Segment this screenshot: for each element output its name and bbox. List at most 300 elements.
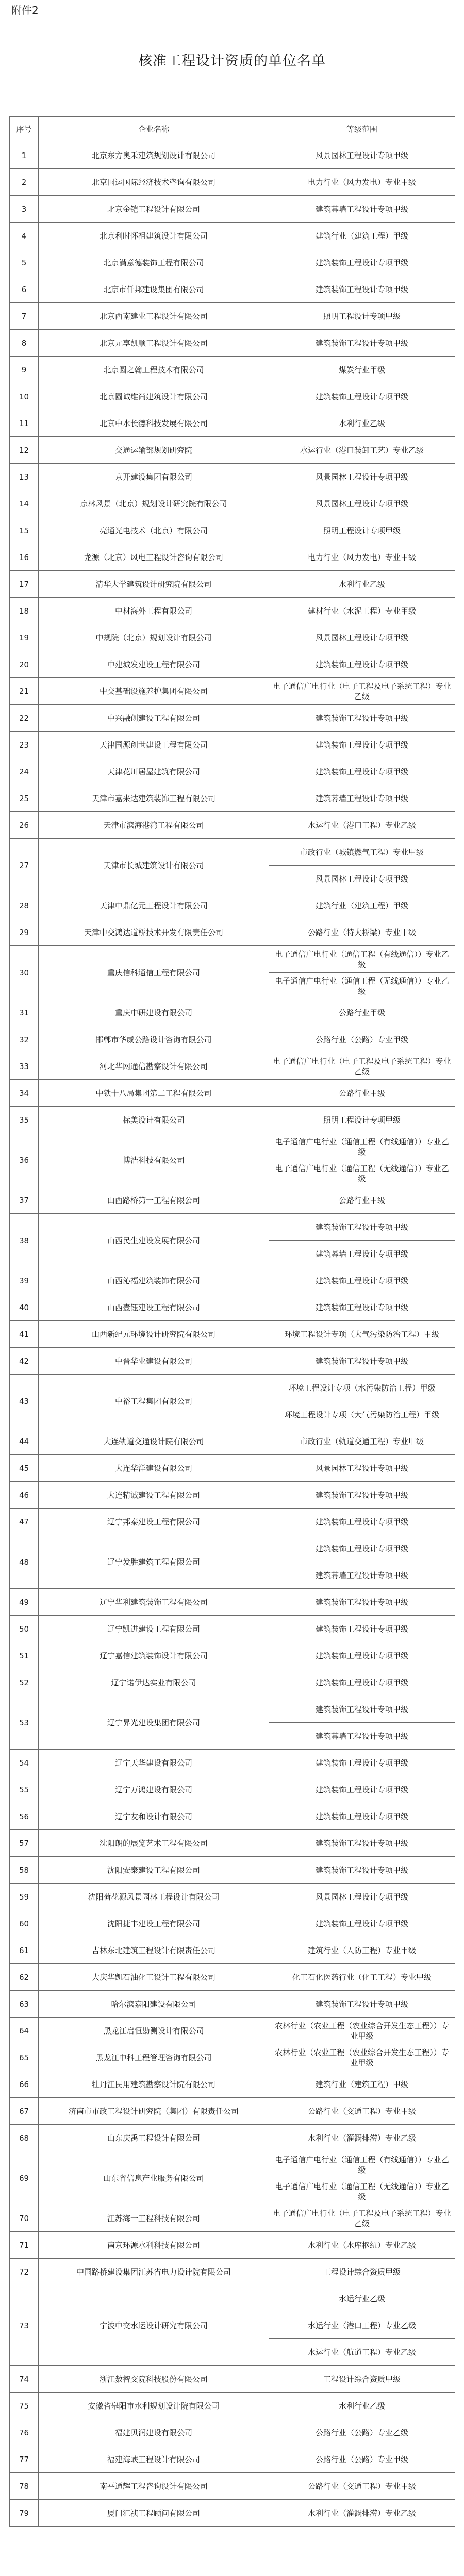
serial-number: 63: [10, 1991, 39, 2018]
qualification-scope: 建筑行业（建筑工程）甲级: [269, 223, 455, 249]
company-name: 辽宁华利建筑装饰工程有限公司: [39, 1589, 269, 1616]
table-row: [10, 705, 455, 732]
table-row: [10, 1267, 455, 1294]
company-name: 福建海峡工程设计有限公司: [39, 2446, 269, 2473]
qualification-scope: 水运行业乙级: [269, 2285, 455, 2312]
table-row: [10, 2259, 455, 2285]
table-row: [10, 196, 455, 223]
company-name: 北京利时怀祖建筑设计有限公司: [39, 223, 269, 249]
qualification-scope: 建筑装饰工程设计专项甲级: [269, 1991, 455, 2018]
table-row: [10, 330, 455, 357]
serial-number: 47: [10, 1509, 39, 1535]
company-name: 邯郸市华威公路设计咨询有限公司: [39, 1026, 269, 1053]
table-row: [10, 1884, 455, 1910]
table-row: [10, 1455, 455, 1482]
qualification-scope: 建筑装饰工程设计专项甲级: [269, 1696, 455, 1723]
qualification-scope: 水运行业（港口工程）专业乙级: [269, 2312, 455, 2339]
qualification-scope: 化工石化医药行业（化工工程）专业甲级: [269, 1964, 455, 1991]
qualification-scope: 风景园林工程设计专项甲级: [269, 1455, 455, 1482]
table-row: [10, 142, 455, 169]
qualification-scope: 建筑装饰工程设计专项甲级: [269, 1857, 455, 1884]
table-row: [10, 1991, 455, 2018]
company-name: 北京国运国际经济技术咨询有限公司: [39, 169, 269, 196]
serial-number: 73: [10, 2285, 39, 2366]
serial-number: 19: [10, 624, 39, 651]
company-name: 大连轨道交通设计院有限公司: [39, 1428, 269, 1455]
serial-number: 7: [10, 303, 39, 330]
table-row: [10, 946, 455, 973]
serial-number: 34: [10, 1080, 39, 1107]
company-name: 南平通辉工程咨询设计有限公司: [39, 2473, 269, 2500]
serial-number: 33: [10, 1053, 39, 1080]
serial-number: 79: [10, 2500, 39, 2527]
company-name: 天津国源创世建设工程有限公司: [39, 732, 269, 758]
company-name: 黑龙江中科工程管理咨询有限公司: [39, 2044, 269, 2071]
company-name: 重庆中研建设有限公司: [39, 999, 269, 1026]
table-row: [10, 2500, 455, 2527]
qualification-scope: 水利行业（灌溉排涝）专业乙级: [269, 2500, 455, 2527]
company-name: 宁波中交水运设计研究有限公司: [39, 2285, 269, 2366]
company-name: 中晋华业建设有限公司: [39, 1348, 269, 1375]
qualification-scope: 电子通信广电行业（通信工程（有线通信））专业乙级: [269, 1133, 455, 1160]
table-row: [10, 785, 455, 812]
qualification-scope: 建筑装饰工程设计专项甲级: [269, 1776, 455, 1803]
company-name: 交通运输部规划研究院: [39, 437, 269, 464]
serial-number: 51: [10, 1642, 39, 1669]
table-row: [10, 1294, 455, 1321]
serial-number: 37: [10, 1187, 39, 1214]
qualification-scope: 市政行业（城镇燃气工程）专业甲级: [269, 839, 455, 866]
table-row: [10, 1589, 455, 1616]
table-row: [10, 2151, 455, 2178]
qualification-scope: 公路行业（公路）专业乙级: [269, 2419, 455, 2446]
company-name: 辽宁诺伊达实业有限公司: [39, 1669, 269, 1696]
qualification-scope: 风景园林工程设计专项甲级: [269, 1884, 455, 1910]
serial-number: 5: [10, 249, 39, 276]
table-row: [10, 651, 455, 678]
qualification-scope: 环境工程设计专项（大气污染防治工程）甲级: [269, 1321, 455, 1348]
qualification-scope: 照明工程设计专项甲级: [269, 1107, 455, 1133]
company-name: 龙源（北京）风电工程设计咨询有限公司: [39, 544, 269, 571]
serial-number: 55: [10, 1776, 39, 1803]
company-name: 浙江数智交院科技股份有限公司: [39, 2366, 269, 2393]
qualification-scope: 工程设计综合资质甲级: [269, 2259, 455, 2285]
qualification-scope: 建材行业（水泥工程）专业甲级: [269, 598, 455, 624]
company-name: 济南市市政工程设计研究院（集团）有限责任公司: [39, 2098, 269, 2125]
serial-number: 78: [10, 2473, 39, 2500]
table-row: [10, 410, 455, 437]
qualification-scope: 建筑装饰工程设计专项甲级: [269, 1535, 455, 1562]
company-name: 安徽省皋阳市水利规划设计院有限公司: [39, 2393, 269, 2419]
table-row: [10, 2205, 455, 2232]
qualification-scope: 电子通信广电行业（通信工程（无线通信））专业乙级: [269, 2178, 455, 2205]
qualification-scope: 建筑装饰工程设计专项甲级: [269, 1669, 455, 1696]
qualification-scope: 电子通信广电行业（通信工程（无线通信））专业乙级: [269, 973, 455, 999]
qualification-scope: 农林行业（农业工程（农业综合开发生态工程））专业甲级: [269, 2018, 455, 2044]
qualification-scope: 建筑装饰工程设计专项甲级: [269, 1509, 455, 1535]
serial-number: 43: [10, 1375, 39, 1428]
serial-number: 40: [10, 1294, 39, 1321]
company-name: 亮通光电技术（北京）有限公司: [39, 517, 269, 544]
qualification-scope: 建筑幕墙工程设计专项甲级: [269, 1562, 455, 1589]
company-name: 中建城发建设工程有限公司: [39, 651, 269, 678]
table-row: [10, 357, 455, 383]
table-row: [10, 2446, 455, 2473]
qualification-scope: 公路行业（公路）专业甲级: [269, 1026, 455, 1053]
table-row: [10, 1482, 455, 1509]
table-row: [10, 1133, 455, 1160]
company-name: 京林风景（北京）规划设计研究院有限公司: [39, 490, 269, 517]
table-row: [10, 1642, 455, 1669]
qualification-scope: 水运行业（航道工程）专业乙级: [269, 2339, 455, 2366]
company-name: 北京元享凯顺工程设计有限公司: [39, 330, 269, 357]
qualification-scope: 建筑幕墙工程设计专项甲级: [269, 196, 455, 223]
serial-number: 41: [10, 1321, 39, 1348]
qualification-scope: 环境工程设计专项（水污染防治工程）甲级: [269, 1375, 455, 1401]
table-row: [10, 249, 455, 276]
table-row: [10, 2232, 455, 2259]
table-row: [10, 732, 455, 758]
company-name: 山东庆禹工程设计有限公司: [39, 2125, 269, 2151]
serial-number: 17: [10, 571, 39, 598]
serial-number: 30: [10, 946, 39, 999]
qualification-scope: 水利行业乙级: [269, 571, 455, 598]
qualification-scope: 水运行业（港口工程）专业乙级: [269, 812, 455, 839]
table-row: [10, 1750, 455, 1776]
company-name: 中铁十八局集团第二工程有限公司: [39, 1080, 269, 1107]
qualification-scope: 风景园林工程设计专项甲级: [269, 142, 455, 169]
company-name: 博浩科技有限公司: [39, 1133, 269, 1187]
qualification-scope: 风景园林工程设计专项甲级: [269, 624, 455, 651]
serial-number: 62: [10, 1964, 39, 1991]
table-row: [10, 571, 455, 598]
serial-number: 68: [10, 2125, 39, 2151]
serial-number: 64: [10, 2018, 39, 2044]
serial-number: 23: [10, 732, 39, 758]
company-name: 中国路桥建设集团江苏省电力设计院有限公司: [39, 2259, 269, 2285]
qualification-scope: 建筑装饰工程设计专项甲级: [269, 1482, 455, 1509]
company-name: 辽宁昇光建设集团有限公司: [39, 1696, 269, 1750]
serial-number: 14: [10, 490, 39, 517]
qualification-scope: 建筑行业（建筑工程）甲级: [269, 2071, 455, 2098]
qualification-table: [9, 116, 455, 2527]
table-row: [10, 1053, 455, 1080]
serial-number: 4: [10, 223, 39, 249]
table-row: [10, 544, 455, 571]
qualification-scope: 建筑装饰工程设计专项甲级: [269, 1616, 455, 1642]
company-name: 北京中水长德科技发展有限公司: [39, 410, 269, 437]
qualification-scope: 电子通信广电行业（电子工程及电子系统工程）专业乙级: [269, 1053, 455, 1080]
table-row: [10, 1509, 455, 1535]
table-row: [10, 2393, 455, 2419]
serial-number: 38: [10, 1214, 39, 1267]
company-name: 哈尔滨嘉阳建设有限公司: [39, 1991, 269, 2018]
qualification-scope: 公路行业甲级: [269, 1080, 455, 1107]
serial-number: 77: [10, 2446, 39, 2473]
company-name: 牡丹江民用建筑勘察设计院有限公司: [39, 2071, 269, 2098]
serial-number: 42: [10, 1348, 39, 1375]
serial-number: 45: [10, 1455, 39, 1482]
table-row: [10, 2366, 455, 2393]
table-row: [10, 1214, 455, 1241]
qualification-scope: 电子通信广电行业（电子工程及电子系统工程）专业乙级: [269, 678, 455, 705]
table-row: [10, 2473, 455, 2500]
table-row: [10, 1803, 455, 1830]
table-row: [10, 464, 455, 490]
qualification-scope: 公路行业甲级: [269, 999, 455, 1026]
qualification-scope: 电子通信广电行业（通信工程（有线通信））专业乙级: [269, 946, 455, 973]
qualification-scope: 建筑行业（人防工程）专业甲级: [269, 1937, 455, 1964]
serial-number: 26: [10, 812, 39, 839]
table-row: [10, 2018, 455, 2044]
table-row: [10, 919, 455, 946]
serial-number: 58: [10, 1857, 39, 1884]
qualification-scope: 建筑装饰工程设计专项甲级: [269, 1214, 455, 1241]
qualification-scope: 电力行业（风力发电）专业甲级: [269, 169, 455, 196]
serial-number: 76: [10, 2419, 39, 2446]
company-name: 北京圆诚维尚建筑设计有限公司: [39, 383, 269, 410]
company-name: 山西民生建设发展有限公司: [39, 1214, 269, 1267]
qualification-scope: 环境工程设计专项（大气污染防治工程）甲级: [269, 1401, 455, 1428]
table-row: [10, 2285, 455, 2312]
qualification-scope: 农林行业（农业工程（农业综合开发生态工程））专业甲级: [269, 2044, 455, 2071]
qualification-scope: 建筑幕墙工程设计专项甲级: [269, 1723, 455, 1750]
attachment-label: 附件2: [11, 4, 39, 16]
serial-number: 66: [10, 2071, 39, 2098]
serial-number: 11: [10, 410, 39, 437]
company-name: 山西壹钰建设工程有限公司: [39, 1294, 269, 1321]
serial-number: 10: [10, 383, 39, 410]
table-row: [10, 2044, 455, 2071]
serial-number: 59: [10, 1884, 39, 1910]
qualification-scope: 风景园林工程设计专项甲级: [269, 866, 455, 892]
company-name: 天津中交鸿达道桥技术开发有限责任公司: [39, 919, 269, 946]
qualification-scope: 建筑装饰工程设计专项甲级: [269, 1348, 455, 1375]
qualification-scope: 建筑装饰工程设计专项甲级: [269, 1910, 455, 1937]
company-name: 辽宁万鸿建设有限公司: [39, 1776, 269, 1803]
serial-number: 25: [10, 785, 39, 812]
serial-number: 54: [10, 1750, 39, 1776]
qualification-scope: 建筑装饰工程设计专项甲级: [269, 276, 455, 303]
company-name: 沈阳捷丰建设工程有限公司: [39, 1910, 269, 1937]
company-name: 厦门汇祯工程顾问有限公司: [39, 2500, 269, 2527]
serial-number: 57: [10, 1830, 39, 1857]
table-row: [10, 223, 455, 249]
company-name: 北京东方奥禾建筑规划设计有限公司: [39, 142, 269, 169]
qualification-scope: 市政行业（轨道交通工程）专业甲级: [269, 1428, 455, 1455]
table-row: [10, 1080, 455, 1107]
qualification-scope: 风景园林工程设计专项甲级: [269, 490, 455, 517]
serial-number: 49: [10, 1589, 39, 1616]
qualification-scope: 建筑装饰工程设计专项甲级: [269, 330, 455, 357]
serial-number: 8: [10, 330, 39, 357]
serial-number: 70: [10, 2205, 39, 2232]
table-row: [10, 598, 455, 624]
serial-number: 13: [10, 464, 39, 490]
table-row: [10, 2125, 455, 2151]
table-header-row: [10, 117, 455, 142]
table-row: [10, 1535, 455, 1562]
header-company: 企业名称: [39, 117, 269, 142]
qualification-scope: 建筑装饰工程设计专项甲级: [269, 1803, 455, 1830]
serial-number: 32: [10, 1026, 39, 1053]
qualification-scope: 建筑装饰工程设计专项甲级: [269, 732, 455, 758]
company-name: 中兴融创建设工程有限公司: [39, 705, 269, 732]
qualification-scope: 建筑装饰工程设计专项甲级: [269, 1267, 455, 1294]
qualification-scope: 公路行业甲级: [269, 1187, 455, 1214]
qualification-scope: 建筑装饰工程设计专项甲级: [269, 1589, 455, 1616]
qualification-scope: 建筑行业（建筑工程）甲级: [269, 892, 455, 919]
serial-number: 61: [10, 1937, 39, 1964]
company-name: 中裕工程集团有限公司: [39, 1375, 269, 1428]
table-row: [10, 2098, 455, 2125]
qualification-scope: 电子通信广电行业（通信工程（有线通信））专业乙级: [269, 2151, 455, 2178]
table-row: [10, 1616, 455, 1642]
serial-number: 16: [10, 544, 39, 571]
serial-number: 1: [10, 142, 39, 169]
company-name: 清华大学建筑设计研究院有限公司: [39, 571, 269, 598]
company-name: 山西沁福建筑装饰有限公司: [39, 1267, 269, 1294]
qualification-scope: 水利行业乙级: [269, 2393, 455, 2419]
table-row: [10, 437, 455, 464]
company-name: 沈阳朗的展览艺术工程有限公司: [39, 1830, 269, 1857]
qualification-scope: 建筑装饰工程设计专项甲级: [269, 249, 455, 276]
serial-number: 72: [10, 2259, 39, 2285]
serial-number: 22: [10, 705, 39, 732]
qualification-scope: 电子通信广电行业（通信工程（无线通信））专业乙级: [269, 1160, 455, 1187]
company-name: 辽宁嘉信建筑装饰设计有限公司: [39, 1642, 269, 1669]
table-row: [10, 624, 455, 651]
serial-number: 67: [10, 2098, 39, 2125]
serial-number: 74: [10, 2366, 39, 2393]
serial-number: 12: [10, 437, 39, 464]
serial-number: 3: [10, 196, 39, 223]
table-row: [10, 1348, 455, 1375]
company-name: 京开建设集团有限公司: [39, 464, 269, 490]
qualification-scope: 水利行业（水库枢纽）专业乙级: [269, 2232, 455, 2259]
table-row: [10, 2071, 455, 2098]
company-name: 吉林东北建筑工程设计有限责任公司: [39, 1937, 269, 1964]
company-name: 辽宁邦泰建设工程有限公司: [39, 1509, 269, 1535]
table-row: [10, 276, 455, 303]
table-row: [10, 1187, 455, 1214]
serial-number: 71: [10, 2232, 39, 2259]
table-row: [10, 839, 455, 866]
table-row: [10, 1857, 455, 1884]
qualification-scope: 公路行业（公路）专业甲级: [269, 2446, 455, 2473]
table-row: [10, 1321, 455, 1348]
company-name: 大连华洋建设有限公司: [39, 1455, 269, 1482]
table-row: [10, 892, 455, 919]
company-name: 山西路桥第一工程有限公司: [39, 1187, 269, 1214]
company-name: 北京满意德装饰工程有限公司: [39, 249, 269, 276]
company-name: 中材海外工程有限公司: [39, 598, 269, 624]
table-row: [10, 1428, 455, 1455]
qualification-scope: 公路行业（交通工程）专业甲级: [269, 2098, 455, 2125]
serial-number: 2: [10, 169, 39, 196]
company-name: 重庆信科通信工程有限公司: [39, 946, 269, 999]
serial-number: 6: [10, 276, 39, 303]
company-name: 南京环源水利科技有限公司: [39, 2232, 269, 2259]
company-name: 中交基础设施养护集团有限公司: [39, 678, 269, 705]
serial-number: 53: [10, 1696, 39, 1750]
qualification-scope: 建筑装饰工程设计专项甲级: [269, 758, 455, 785]
company-name: 北京西南建业工程设计有限公司: [39, 303, 269, 330]
table-row: [10, 169, 455, 196]
table-row: [10, 678, 455, 705]
qualification-scope: 建筑幕墙工程设计专项甲级: [269, 1241, 455, 1267]
company-name: 沈阳荷花源风景园林工程设计有限公司: [39, 1884, 269, 1910]
table-row: [10, 1375, 455, 1401]
table-row: [10, 1964, 455, 1991]
qualification-scope: 建筑装饰工程设计专项甲级: [269, 1294, 455, 1321]
table-row: [10, 812, 455, 839]
company-name: 福建贝润建设有限公司: [39, 2419, 269, 2446]
company-name: 辽宁发胜建筑工程有限公司: [39, 1535, 269, 1589]
company-name: 辽宁凯进建设工程有限公司: [39, 1616, 269, 1642]
table-row: [10, 758, 455, 785]
serial-number: 60: [10, 1910, 39, 1937]
serial-number: 20: [10, 651, 39, 678]
table-row: [10, 2419, 455, 2446]
serial-number: 27: [10, 839, 39, 892]
serial-number: 29: [10, 919, 39, 946]
serial-number: 50: [10, 1616, 39, 1642]
company-name: 天津中鼎亿元工程设计有限公司: [39, 892, 269, 919]
serial-number: 15: [10, 517, 39, 544]
table-row: [10, 303, 455, 330]
company-name: 中规院（北京）规划设计有限公司: [39, 624, 269, 651]
qualification-scope: 电子通信广电行业（电子工程及电子系统工程）专业乙级: [269, 2205, 455, 2232]
table-body: [10, 142, 455, 2527]
qualification-scope: 建筑装饰工程设计专项甲级: [269, 705, 455, 732]
serial-number: 21: [10, 678, 39, 705]
serial-number: 56: [10, 1803, 39, 1830]
qualification-scope: 照明工程设计专项甲级: [269, 303, 455, 330]
qualification-scope: 建筑装饰工程设计专项甲级: [269, 651, 455, 678]
company-name: 天津市长城建筑设计有限公司: [39, 839, 269, 892]
company-name: 沈阳安泰建设工程有限公司: [39, 1857, 269, 1884]
qualification-scope: 水利行业（灌溉排涝）专业乙级: [269, 2125, 455, 2151]
serial-number: 39: [10, 1267, 39, 1294]
qualification-scope: 公路行业（交通工程）专业甲级: [269, 2473, 455, 2500]
qualification-scope: 建筑装饰工程设计专项甲级: [269, 1750, 455, 1776]
table-row: [10, 1026, 455, 1053]
company-name: 山西新纪元环境设计研究院有限公司: [39, 1321, 269, 1348]
header-scope: 等级范围: [269, 117, 455, 142]
serial-number: 69: [10, 2151, 39, 2205]
serial-number: 52: [10, 1669, 39, 1696]
company-name: 北京圆之翰工程技术有限公司: [39, 357, 269, 383]
table-row: [10, 999, 455, 1026]
qualification-scope: 水运行业（港口装卸工艺）专业乙级: [269, 437, 455, 464]
serial-number: 46: [10, 1482, 39, 1509]
company-name: 山东省信息产业服务有限公司: [39, 2151, 269, 2205]
serial-number: 18: [10, 598, 39, 624]
serial-number: 35: [10, 1107, 39, 1133]
serial-number: 48: [10, 1535, 39, 1589]
table-row: [10, 1830, 455, 1857]
table-row: [10, 1669, 455, 1696]
company-name: 辽宁友和设计有限公司: [39, 1803, 269, 1830]
company-name: 江苏海一工程科技有限公司: [39, 2205, 269, 2232]
company-name: 黑龙江启恒勘测设计有限公司: [39, 2018, 269, 2044]
qualification-scope: 建筑装饰工程设计专项甲级: [269, 1642, 455, 1669]
page-title: 核准工程设计资质的单位名单: [138, 53, 326, 69]
qualification-scope: 照明工程设计专项甲级: [269, 517, 455, 544]
table-row: [10, 517, 455, 544]
company-name: 大连精诚建设工程有限公司: [39, 1482, 269, 1509]
